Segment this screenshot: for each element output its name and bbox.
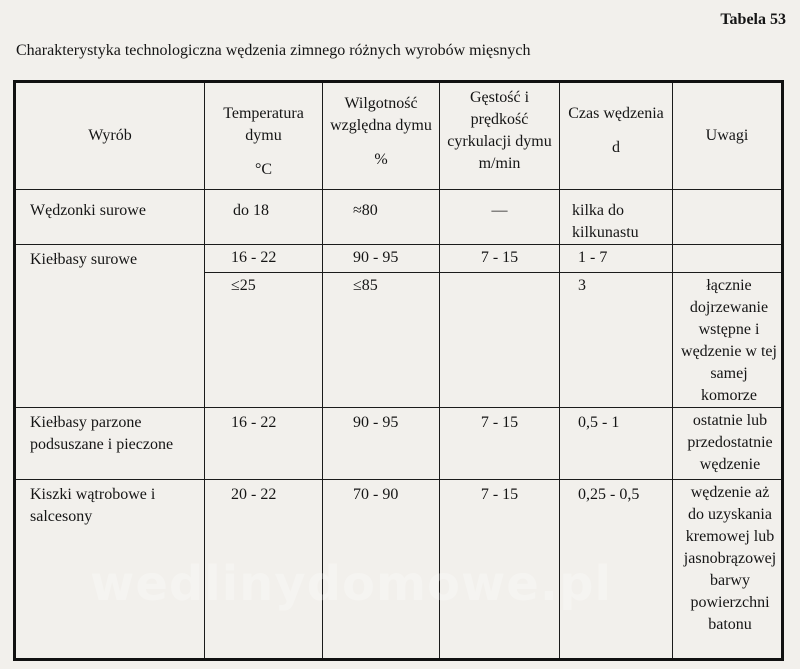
cell-notes	[673, 190, 783, 245]
cell-product: Wędzonki surowe	[15, 190, 205, 245]
cell-density: 7 - 15	[440, 245, 560, 273]
cell-notes: wędzenie aż do uzyskania kremowej lub jasnobrązowej barwy powierzchni batonu	[673, 480, 783, 660]
cell-time: 1 - 7	[560, 245, 673, 273]
cell-temperature: ≤25	[205, 273, 323, 408]
header-notes-text: Uwagi	[705, 127, 749, 144]
cell-temperature: 16 - 22	[205, 408, 323, 480]
cell-humidity: 90 - 95	[323, 408, 440, 480]
cell-product: Kiszki wątrobowe i salcesony	[15, 480, 205, 660]
header-temperature-unit: °C	[254, 161, 273, 178]
watermark: wedlinydomowe.pl	[90, 556, 612, 612]
header-product	[15, 82, 205, 190]
cell-time: 0,5 - 1	[560, 408, 673, 480]
header-notes	[673, 82, 783, 190]
cell-density	[440, 273, 560, 408]
header-time-unit: d	[612, 139, 620, 156]
cell-humidity: ≈80	[323, 190, 440, 245]
cell-density: —	[440, 190, 560, 245]
table-row	[15, 245, 783, 273]
header-temperature	[205, 82, 323, 190]
cell-humidity: ≤85	[323, 273, 440, 408]
header-humidity-unit: %	[374, 151, 388, 168]
table-row	[15, 408, 783, 480]
cell-time: 3	[560, 273, 673, 408]
header-temperature-text: Temperatura dymu	[223, 105, 304, 144]
cell-density: 7 - 15	[440, 408, 560, 480]
cell-notes: ostatnie lub przedostatnie wędzenie	[673, 408, 783, 480]
cell-humidity: 70 - 90	[323, 480, 440, 660]
header-humidity-text: Wilgotność względna dymu	[330, 95, 432, 134]
header-time	[560, 82, 673, 190]
table-title: Charakterystyka technologiczna wędzenia zimnego różnych wyrobów mięsnych	[16, 42, 531, 59]
table-row	[15, 190, 783, 245]
cell-temperature: do 18	[205, 190, 323, 245]
cell-notes	[673, 245, 783, 273]
header-humidity	[323, 82, 440, 190]
header-density	[440, 82, 560, 190]
cell-product: Kiełbasy parzone podsuszane i pieczone	[15, 408, 205, 480]
cell-time: 0,25 - 0,5	[560, 480, 673, 660]
header-density-text: Gęstość i prędkość cyrkulacji dymu	[447, 89, 552, 150]
cell-humidity: 90 - 95	[323, 245, 440, 273]
cell-density: 7 - 15	[440, 480, 560, 660]
cell-product: Kiełbasy surowe	[15, 245, 205, 408]
header-product-text: Wyrób	[88, 127, 132, 144]
cell-temperature: 16 - 22	[205, 245, 323, 273]
table-number-label: Tabela 53	[720, 11, 786, 28]
cell-notes: łącznie dojrzewanie wstępne i wędzenie w tej samej komorze	[673, 273, 783, 408]
cell-time: kilka do kilkunastu	[560, 190, 673, 245]
cell-temperature: 20 - 22	[205, 480, 323, 660]
header-time-text: Czas wędzenia	[568, 105, 664, 122]
header-density-unit: m/min	[478, 155, 521, 172]
